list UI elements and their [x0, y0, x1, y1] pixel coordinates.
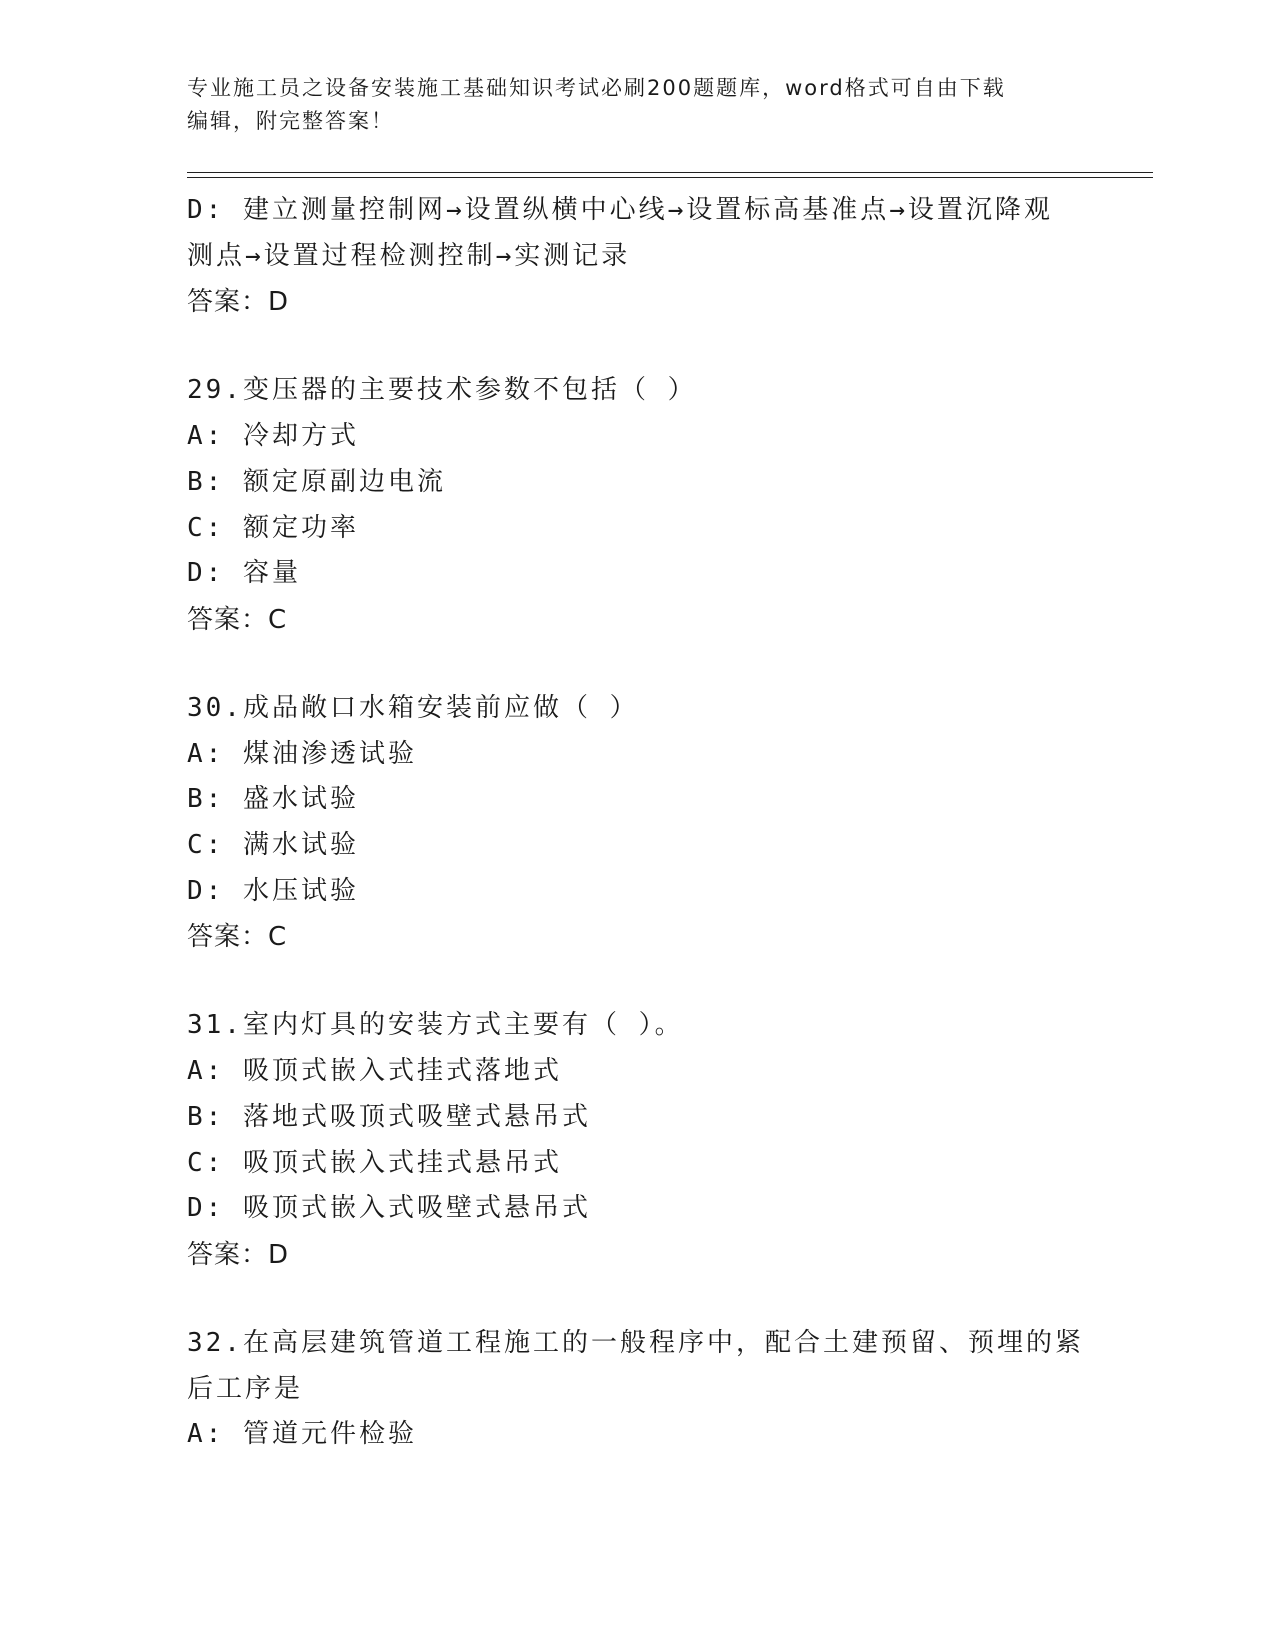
option-d-line-2: 测点→设置过程检测控制→实测记录: [187, 240, 631, 271]
option-b: B: 盛水试验: [187, 784, 359, 815]
continued-question-28: [187, 188, 1087, 325]
question-32: [187, 1321, 1087, 1458]
option-c: C: 吸顶式嵌入式挂式悬吊式: [187, 1147, 562, 1178]
question-text-line-2: 后工序是: [187, 1373, 304, 1404]
answer-text: 答案：C: [187, 922, 288, 953]
question-text: 30.成品敞口水箱安装前应做（ ）: [187, 692, 639, 723]
option-c: C: 满水试验: [187, 830, 359, 861]
question-list: [187, 188, 1087, 1458]
option-b: B: 落地式吸顶式吸壁式悬吊式: [187, 1101, 591, 1132]
header-divider-bottom: [187, 177, 1153, 178]
option-d-line-1: D: 建立测量控制网→设置纵横中心线→设置标高基准点→设置沉降观: [187, 195, 1053, 225]
option-a: A: 管道元件检验: [187, 1419, 417, 1450]
question-text-line-1: 32.在高层建筑管道工程施工的一般程序中，配合土建预留、预埋的紧: [187, 1327, 1084, 1358]
spacer: [187, 325, 1087, 368]
question-text: 29.变压器的主要技术参数不包括（ ）: [187, 375, 697, 406]
document-header: [187, 72, 1067, 138]
question-31: [187, 1003, 1087, 1278]
answer-text: 答案：D: [187, 1239, 290, 1270]
question-text: 31.室内灯具的安装方式主要有（ ）。: [187, 1010, 684, 1041]
header-title-line-1: 专业施工员之设备安装施工基础知识考试必刷200题题库，word格式可自由下载: [187, 76, 1006, 100]
answer-text: 答案：C: [187, 604, 288, 635]
spacer: [187, 1278, 1087, 1321]
header-title-line-2: 编辑，附完整答案！: [187, 109, 394, 133]
spacer: [187, 643, 1087, 686]
answer-text: 答案：D: [187, 287, 290, 318]
option-a: A: 冷却方式: [187, 421, 359, 452]
option-a: A: 煤油渗透试验: [187, 738, 417, 769]
option-b: B: 额定原副边电流: [187, 466, 446, 497]
question-30: [187, 686, 1087, 961]
option-d: D: 水压试验: [187, 875, 359, 906]
option-a: A: 吸顶式嵌入式挂式落地式: [187, 1056, 562, 1087]
option-d: D: 吸顶式嵌入式吸壁式悬吊式: [187, 1193, 591, 1224]
option-d: D: 容量: [187, 558, 301, 589]
question-29: [187, 368, 1087, 643]
option-c: C: 额定功率: [187, 512, 359, 543]
header-divider-top: [187, 172, 1153, 173]
spacer: [187, 960, 1087, 1003]
